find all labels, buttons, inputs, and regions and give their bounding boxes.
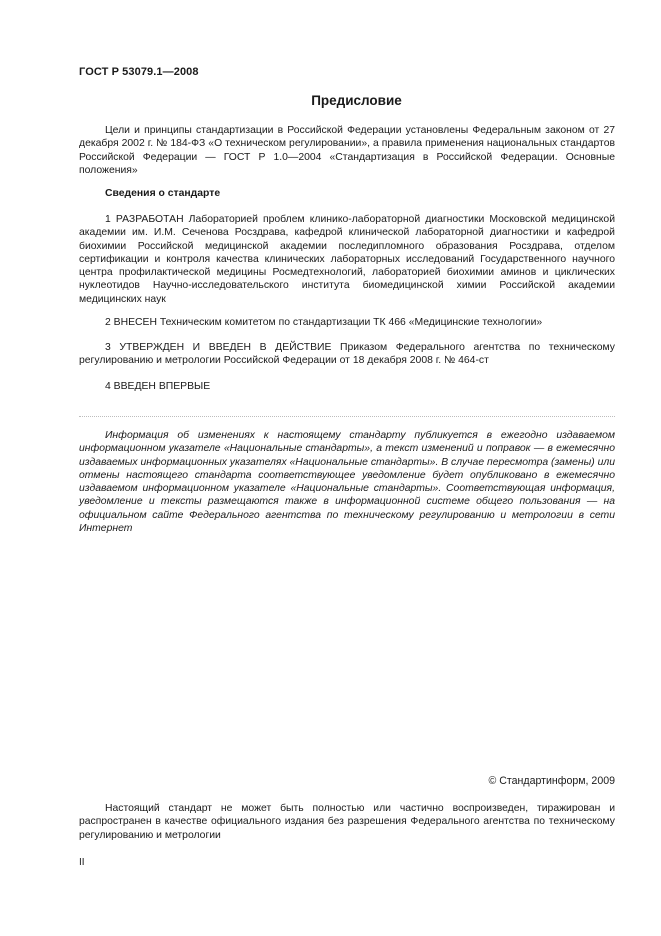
- copyright-line: © Стандартинформ, 2009: [488, 775, 615, 787]
- notice-text: Информация об изменениях к настоящему стандарту публикуется в ежегодно издаваемом информационном указателе «Национальные стандарты», а текст изменений и поправок — в ежемесячно издаваемых информационных указателях «Национальные стандарты». В случае пересмотра (замены) или отмены настоящего стандарта соответствующее уведомление будет опубликовано в ежемесячно издаваемом информационном указателе «Национальные стандарты». Соответствующая информация, уведомление и тексты размещаются также в информационной системе общего пользования — на официальном сайте Федерального агентства по техническому регулированию и метрологии в сети Интернет: [79, 430, 615, 535]
- page-number: II: [79, 857, 85, 868]
- item-1: [79, 213, 615, 306]
- item-4-text: 4 ВВЕДЕН ВПЕРВЫЕ: [105, 381, 211, 392]
- item-1-text: 1 РАЗРАБОТАН Лабораторией проблем клинико-лабораторной диагностики Московской медицинской академии им. И.М. Сеченова Росздрава, кафедрой клинической лабораторной диагностики и кафедрой биохимии Российской медицинской академии последипломного образования Росздрава, отделом сертификации и контроля качества клинических лабораторных исследований Государственного научного центра профилактической медицины Росмедтехнологий, лабораторией биохимии аминов и циклических нуклеотидов Научно-исследовательского института биомедицинской химии Российской академии медицинских наук: [79, 214, 615, 305]
- item-4: [79, 380, 615, 393]
- document-code: ГОСТ Р 53079.1—2008: [79, 66, 199, 78]
- item-3: [79, 341, 615, 368]
- reproduction-text: Настоящий стандарт не может быть полностью или частично воспроизведен, тиражирован и распространен в качестве официального издания без разрешения Федерального агентства по техническому регулированию и метрологии: [79, 803, 615, 841]
- intro-paragraph: [79, 124, 615, 177]
- divider: [79, 416, 615, 417]
- page-title: Предисловие: [311, 93, 402, 108]
- intro-text: Цели и принципы стандартизации в Российской Федерации установлены Федеральным законом от 27 декабря 2002 г. № 184-ФЗ «О техническом регулировании», а правила применения национальных стандартов Российской Федерации — ГОСТ Р 1.0—2004 «Стандартизация в Российской Федерации. Основные положения»: [79, 125, 615, 176]
- info-heading: Сведения о стандарте: [105, 188, 221, 199]
- item-2-text: 2 ВНЕСЕН Техническим комитетом по стандартизации ТК 466 «Медицинские технологии»: [105, 317, 543, 328]
- reproduction-notice: [79, 802, 615, 842]
- item-2: [79, 316, 615, 329]
- notice-paragraph: [79, 429, 615, 535]
- item-3-text: 3 УТВЕРЖДЕН И ВВЕДЕН В ДЕЙСТВИЕ Приказом Федерального агентства по техническому регулированию и метрологии Российской Федерации от 18 декабря 2008 г. № 464-ст: [79, 342, 615, 367]
